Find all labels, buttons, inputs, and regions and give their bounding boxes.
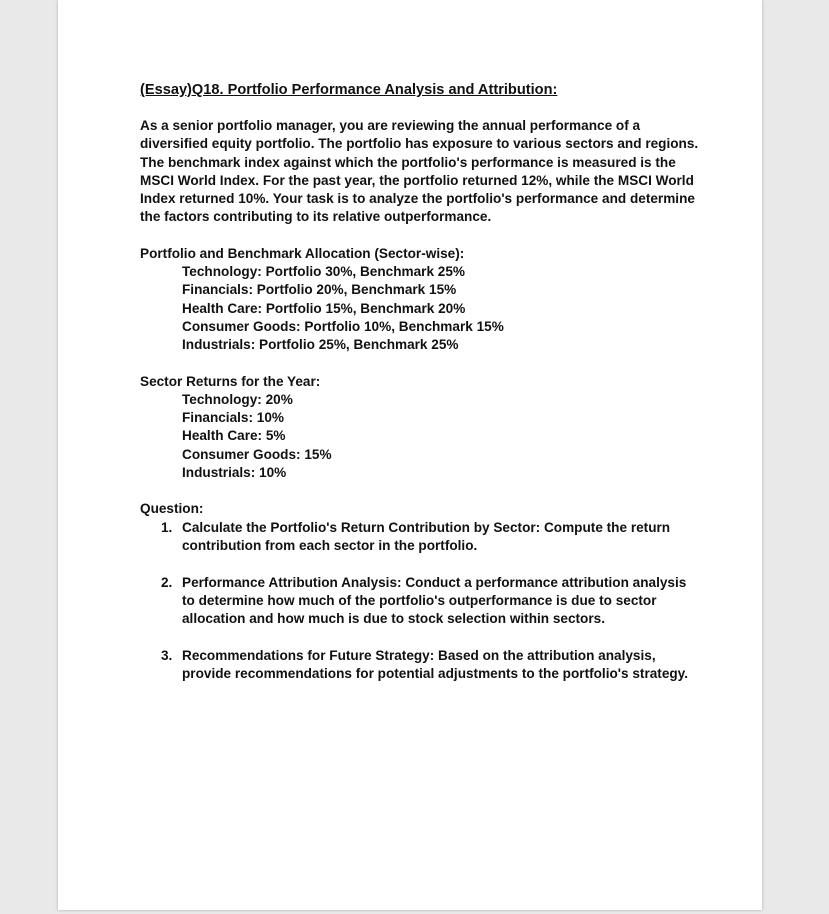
returns-item-consumer-goods: Consumer Goods: 15% (182, 446, 332, 462)
document-page (58, 0, 762, 910)
allocation-item-financials: Financials: Portfolio 20%, Benchmark 15% (182, 282, 457, 298)
question-text: Recommendations for Future Strategy: Based on the attribution analysis, provide recommendations for potential adjustments to the portfolio's strategy. (182, 648, 689, 682)
allocation-item-industrials: Industrials: Portfolio 25%, Benchmark 25% (182, 337, 459, 353)
question-number: 3. (161, 648, 173, 664)
returns-heading: Sector Returns for the Year: (140, 373, 321, 389)
allocation-item-technology: Technology: Portfolio 30%, Benchmark 25% (182, 264, 466, 280)
question-heading: Question: (140, 501, 204, 517)
allocation-item-health-care: Health Care: Portfolio 15%, Benchmark 20% (182, 300, 466, 316)
returns-list (140, 391, 700, 482)
question-number: 1. (161, 519, 173, 535)
question-text: Calculate the Portfolio's Return Contribution by Sector: Compute the return contribution from each sector in the portfolio. (182, 519, 671, 553)
question-item-3 (140, 647, 700, 684)
returns-item-technology: Technology: 20% (182, 391, 293, 407)
question-item-2 (140, 574, 700, 629)
question-text: Performance Attribution Analysis: Conduct a performance attribution analysis to determine how much of the portfolio's outperformance is due to sector allocation and how much is due to stock selection within sectors. (182, 574, 687, 627)
document-content (140, 80, 700, 702)
intro-paragraph: As a senior portfolio manager, you are reviewing the annual performance of a diversified equity portfolio. The portfolio has exposure to various sectors and regions. The benchmark index against which the portfolio's performance is measured is the MSCI World Index. For the past year, the portfolio returned 12%, while the MSCI World Index returned 10%. Your task is to analyze the portfolio's performance and determine the factors contributing to its relative outperformance. (140, 118, 699, 225)
question-list (140, 519, 700, 684)
allocation-list (140, 263, 700, 354)
question-number: 2. (161, 574, 173, 590)
returns-item-industrials: Industrials: 10% (182, 465, 287, 481)
returns-item-financials: Financials: 10% (182, 410, 284, 426)
allocation-item-consumer-goods: Consumer Goods: Portfolio 10%, Benchmark 15% (182, 318, 504, 334)
question-title: (Essay)Q18. Portfolio Performance Analysis and Attribution: (140, 82, 558, 98)
question-item-1 (140, 519, 700, 556)
returns-item-health-care: Health Care: 5% (182, 428, 286, 444)
allocation-heading: Portfolio and Benchmark Allocation (Sector-wise): (140, 245, 465, 261)
